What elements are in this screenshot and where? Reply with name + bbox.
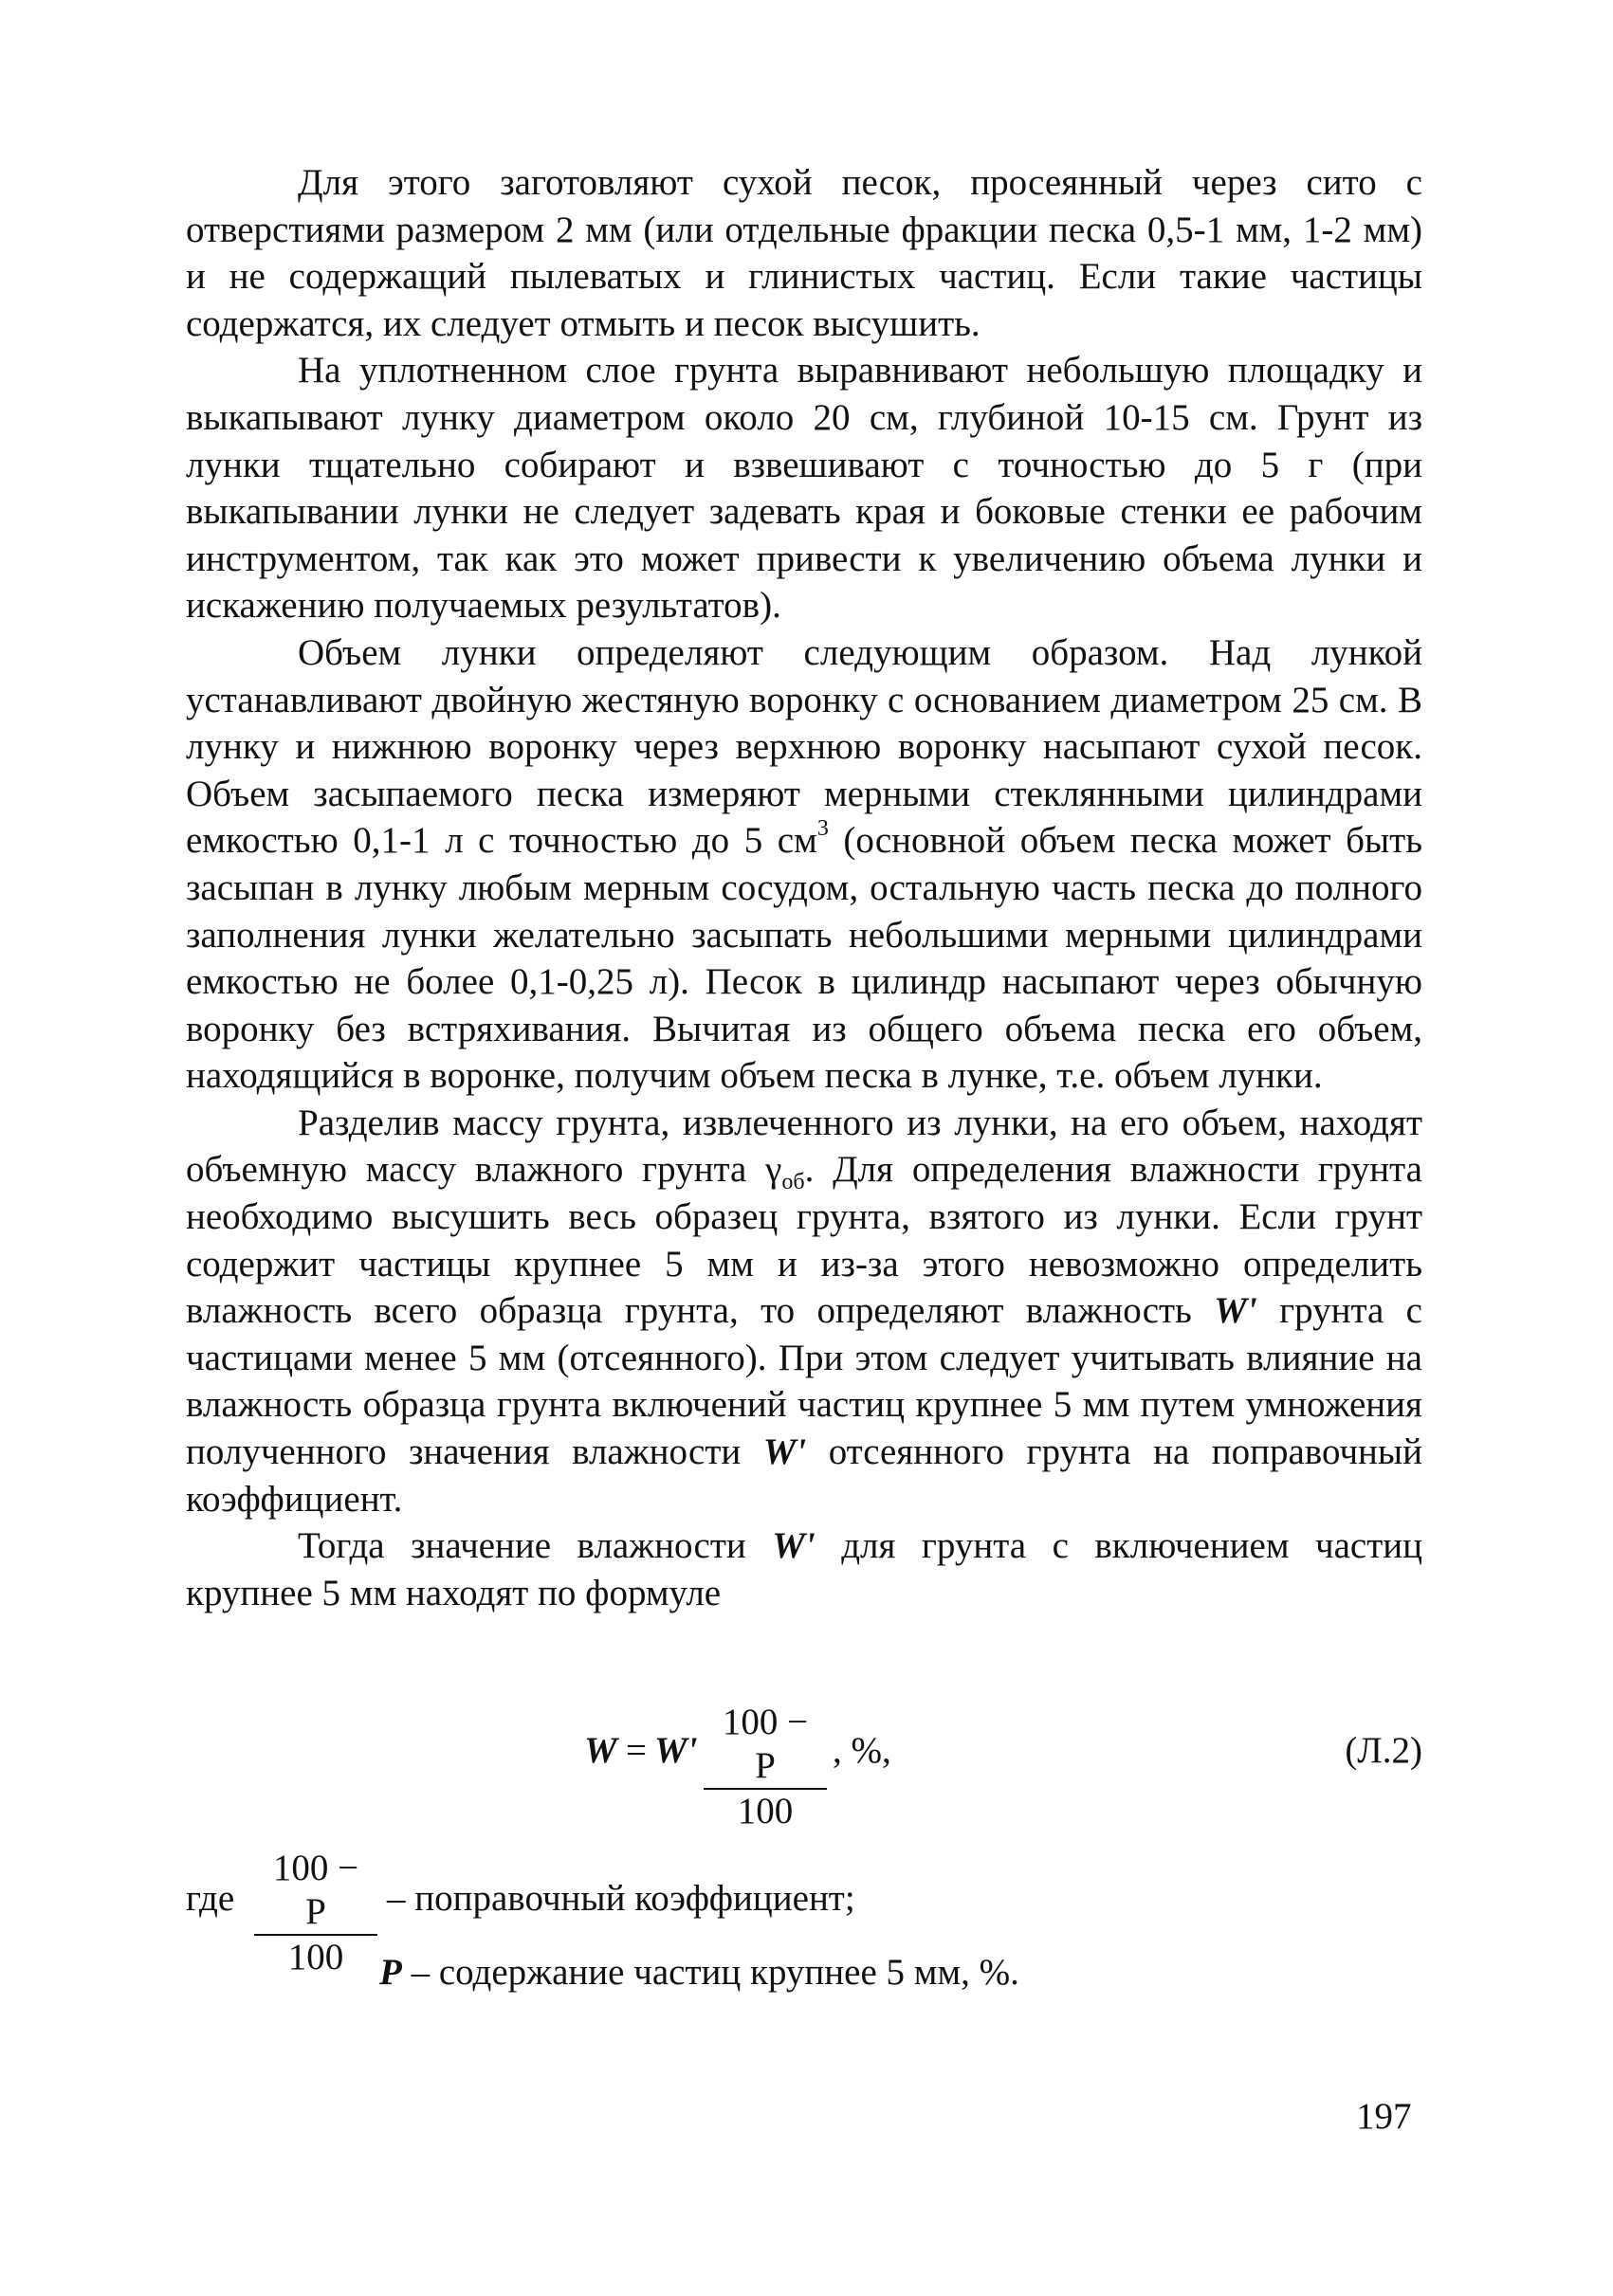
formula-w-prime: W' [654,1730,698,1771]
formula-w: W [584,1730,617,1771]
where-description-1: – поправочный коэффициент; [387,1878,855,1919]
paragraph-2: На уплотненном слое грунта выравнивают небольшую площадку и выкапывают лунку диаметром около 20 см, глубиной 10-15 см. Грунт из лунки тщательно собирают и взвешивают с точностью до 5 г (при выкапывании лунки не следует задевать края и боковые стенки ее рабочим инструментом, так как это может привести к увеличению объема лунки и искажению получаемых результатов). [186,350,1422,627]
formula-numerator: 100 − P [704,1701,827,1790]
body-text [186,159,1422,1616]
paragraph-4: Разделив массу грунта, извлеченного из лунки, на его объем, находят объемную массу влажного грунта $\gamma_{об}$. Для определения влажности грунта необходимо высушить весь образец грунта, взятого из лунки. Если грунт содержит частицы крупнее 5 мм и из-за этого невозможно определить влажность всего образца грунта, то определяют влажность W' грунта с частицами менее 5 мм (отсеянного). При этом следует учитывать влияние на влажность образца грунта включений частиц крупнее 5 мм путем умножения полученного значения влажности W' отсеянного грунта на поправочный коэффициент. [186,1102,1423,1520]
formula-fraction [704,1701,827,1833]
where-denominator: 100 [287,1937,344,1977]
where-numerator: 100 − P [254,1847,377,1936]
formula-denominator: 100 [737,1791,794,1831]
paragraph-5: Тогда значение влажности W' для грунта с включением частиц крупнее 5 мм находят по формуле [186,1525,1422,1613]
page-number: 197 [1356,2096,1412,2137]
formula-tail: , %, [833,1730,891,1771]
where-block [186,1830,1422,2019]
paragraph-1: Для этого заготовляют сухой песок, просеянный через сито с отверстиями размером 2 мм (или отдельные фракции песка 0,5-1 мм, 1-2 мм) и не содержащий пылеватых и глинистых частиц. Если такие частицы содержатся, их следует отмыть и песок высушить. [186,162,1422,344]
paragraph-3: Объем лунки определяют следующим образом. Над лункой устанавливают двойную жестяную воронку с основанием диаметром 25 см. В лунку и нижнюю воронку через верхнюю воронку насыпают сухой песок. Объем засыпаемого песка измеряют мерными стеклянными цилиндрами емкостью 0,1-1 л с точностью до 5 $см^3$ (основной объем песка может быть засыпан в лунку любым мерным сосудом, остальную часть песка до полного заполнения лунки желательно засыпать небольшими мерными цилиндрами емкостью не более 0,1-0,25 л). Песок в цилиндр насыпают через обычную воронку без встряхивания. Вычитая из общего объема песка его объем, находящийся в воронке, получим объем песка в лунке, т.е. объем лунки. [186,631,1422,1097]
equation-number: (Л.2) [1345,1730,1422,1771]
formula-equals: = [626,1730,647,1771]
where-label: где [186,1878,235,1919]
where-description-2: P – содержание частиц крупнее 5 мм, %. [379,1952,1019,1993]
formula-l2 [186,1693,1422,1831]
where-fraction [254,1847,377,1979]
